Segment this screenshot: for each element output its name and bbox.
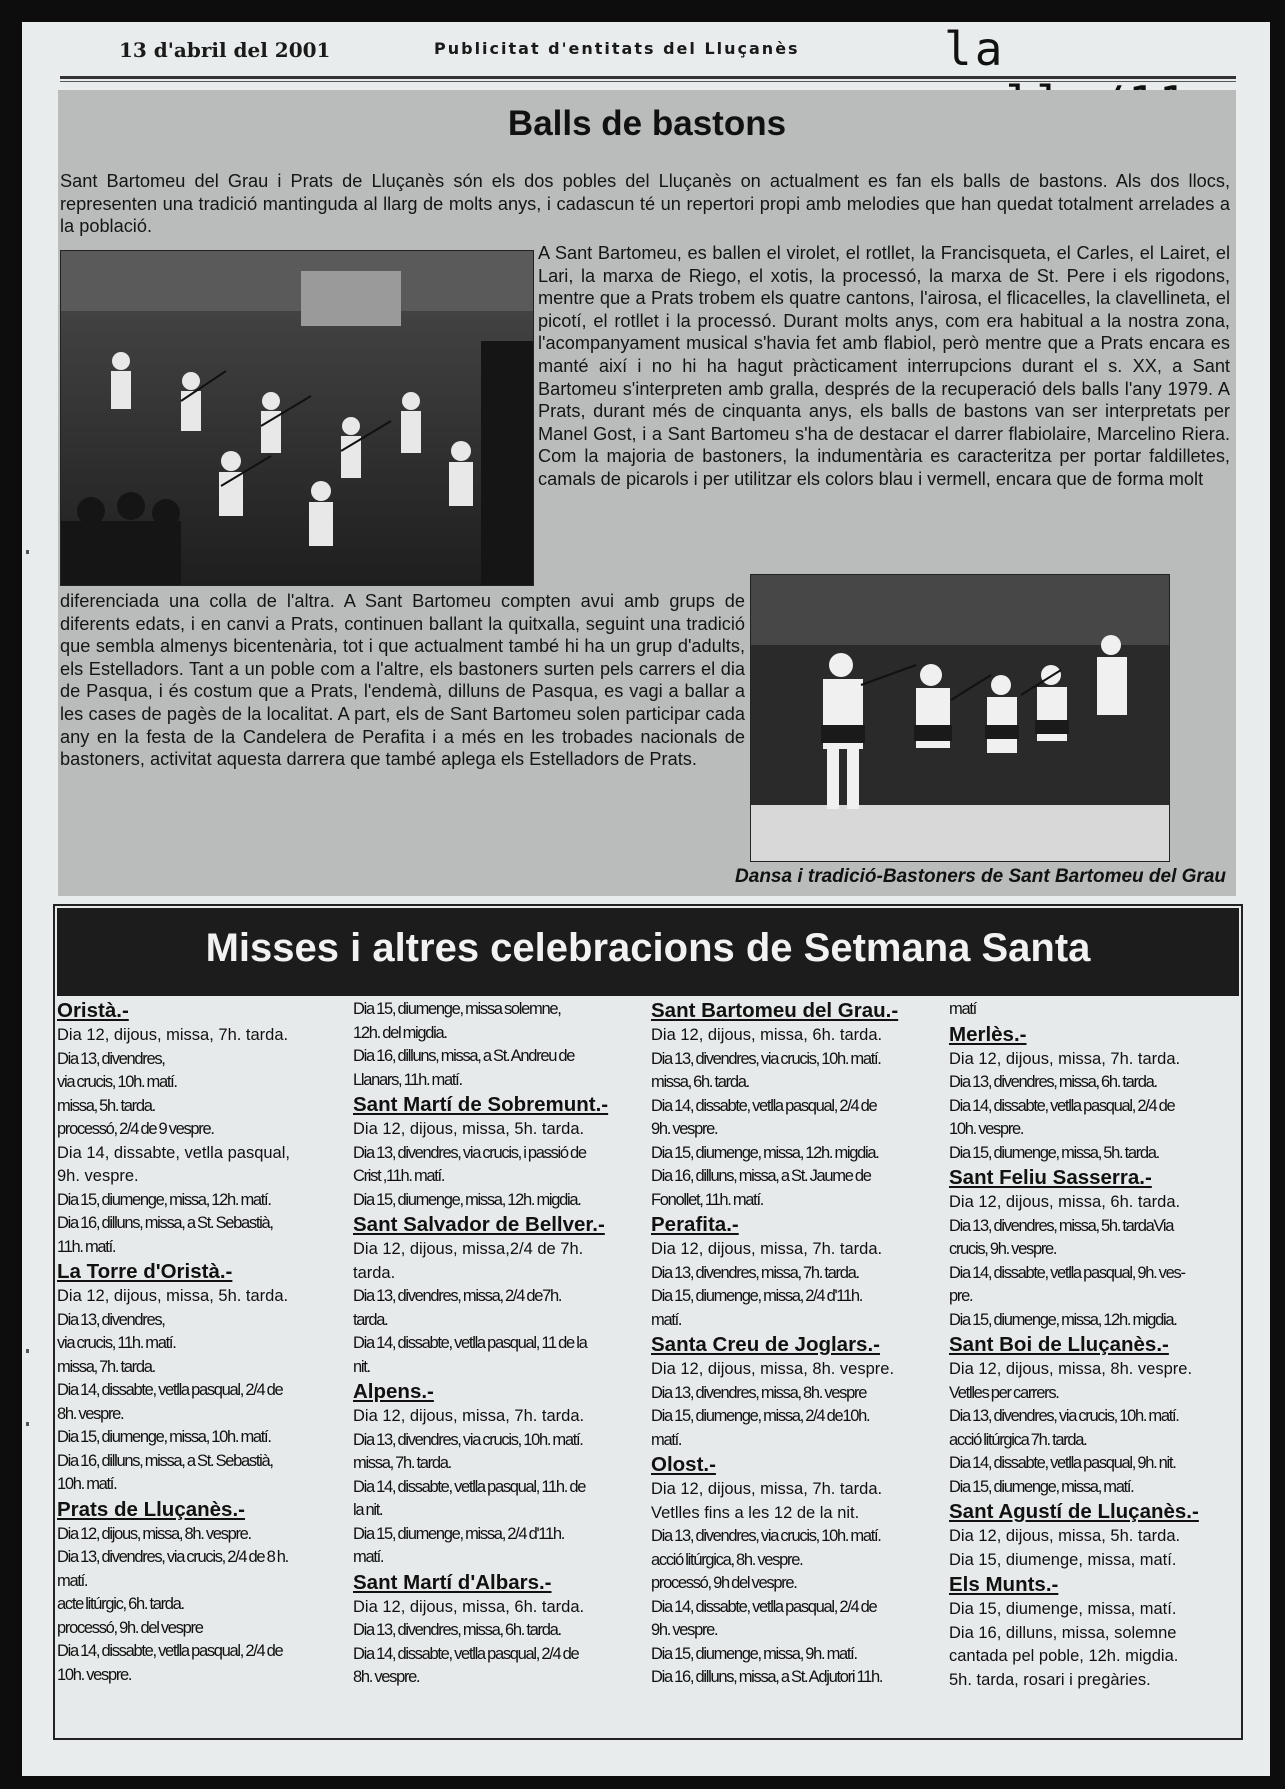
schedule-line: acte litúrgic, 6h. tarda. bbox=[57, 1595, 184, 1613]
schedule-line: Dia 12, dijous, missa,2/4 de 7h. bbox=[353, 1240, 584, 1258]
schedule-line: acció litúrgica 7h. tarda. bbox=[949, 1430, 1087, 1449]
schedule-line: Dia 14, dissabte, vetlla pasqual, 2/4 de bbox=[57, 1642, 283, 1660]
schedule-place-heading: Sant Agustí de Lluçanès.- bbox=[949, 1500, 1199, 1523]
schedule-line: Dia 14, dissabte, vetlla pasqual, 9h. ves- bbox=[949, 1263, 1185, 1282]
schedule-line: processó, 9h del vespre. bbox=[651, 1574, 797, 1592]
masthead: la bbox=[944, 22, 1006, 76]
schedule-line: Dia 12, dijous, missa, 7h. tarda. bbox=[651, 1240, 883, 1258]
schedule-line: Dia 15, diumenge, missa, 5h. tarda. bbox=[949, 1143, 1159, 1162]
schedule-line: 10h. vespre. bbox=[949, 1120, 1024, 1138]
article-column-left: diferenciada una colla de l'altra. A Sant Bartomeu compten avui amb grups de diferents edats, i en canvi a Prats, continuen ballant la quitxalla, seguint una tradició que sembla almenys bicentenària, tot i que actualment també hi ha un grup d'adults, els Estelladors. Tant a un poble com a l'altre, els bastoners surten pels carrers el dia de Pasqua, i és costum que a Prats, l'endemà, dilluns de Pasqua, es vagi a ballar a les cases de pagès de la localitat. A part, els de Sant Bartomeu solen participar cada any en la festa de la Candelera de Perafita i a més en les trobades nacionals de bastoners, activitat aquesta darrera que també aplega els Estelladors de Prats. bbox=[60, 591, 745, 770]
schedule-line: Dia 13, divendres, missa, 6h. tarda. bbox=[949, 1073, 1157, 1091]
schedule-line: Dia 13, divendres, via crucis, i passió de bbox=[353, 1143, 586, 1162]
schedule-line: Dia 14, dissabte, vetlla pasqual, 9h. nit. bbox=[949, 1454, 1176, 1472]
schedule-line: Dia 12, dijous, missa, 8h. vespre. bbox=[651, 1360, 895, 1378]
schedule-column-4 bbox=[949, 998, 1239, 1692]
schedule-line: Dia 14, dissabte, vetlla pasqual, 2/4 de bbox=[57, 1381, 283, 1399]
schedule-place-heading: Sant Martí de Sobremunt.- bbox=[353, 1093, 609, 1116]
schedule-line: crucis, 9h. vespre. bbox=[949, 1240, 1057, 1258]
photo-dancers-street bbox=[60, 250, 534, 586]
scan-mark bbox=[26, 1422, 29, 1426]
schedule-line: Vetlles per carrers. bbox=[949, 1383, 1059, 1402]
schedule-line: Dia 14, dissabte, vetlla pasqual, 2/4 de bbox=[651, 1597, 877, 1616]
schedule-line: Dia 16, dilluns, missa, a St. Sebastià, bbox=[57, 1214, 273, 1232]
schedule-place-heading: Oristà.- bbox=[57, 999, 129, 1022]
schedule-line: Dia 16, dilluns, missa, a St. Jaume de bbox=[651, 1167, 871, 1185]
schedule-place-heading: Sant Martí d'Albars.- bbox=[353, 1570, 552, 1594]
schedule-line: Dia 12, dijous, missa, 6h. tarda. bbox=[651, 1026, 883, 1044]
schedule-line: matí. bbox=[57, 1571, 88, 1590]
schedule-line: pre. bbox=[949, 1287, 973, 1305]
schedule-line: 5h. tarda, rosari i pregàries. bbox=[949, 1670, 1151, 1689]
schedule-line: missa, 6h. tarda. bbox=[651, 1073, 749, 1091]
schedule-line: Dia 12, dijous, missa, 5h. tarda. bbox=[353, 1120, 585, 1138]
schedule-line: Dia 12, dijous, missa, 6h. tarda. bbox=[949, 1193, 1181, 1211]
schedule-place-heading: Merlès.- bbox=[949, 1022, 1027, 1046]
schedule-line: acció litúrgica, 8h. vespre. bbox=[651, 1550, 803, 1569]
schedule-line: missa, 7h. tarda. bbox=[353, 1454, 451, 1472]
article-balls-de-bastons bbox=[58, 90, 1236, 896]
schedule-line: Dia 13, divendres, missa, 6h. tarda. bbox=[353, 1621, 561, 1639]
schedule-line: Dia 16, dilluns, missa, a St. Andreu de bbox=[353, 1047, 575, 1065]
setmana-santa-schedule bbox=[53, 904, 1243, 1740]
schedule-place-heading: La Torre d'Oristà.- bbox=[57, 1260, 233, 1283]
schedule-line: Dia 13, divendres, via crucis, 10h. matí. bbox=[353, 1430, 583, 1449]
schedule-line: Dia 14, dissabte, vetlla pasqual, bbox=[57, 1143, 290, 1162]
schedule-line: Dia 12, dijous, missa, 8h. vespre. bbox=[57, 1524, 251, 1543]
schedule-line: Vetlles fins a les 12 de la nit. bbox=[651, 1503, 860, 1522]
schedule-line: 8h. vespre. bbox=[353, 1668, 420, 1686]
schedule-line: Dia 13, divendres, bbox=[57, 1049, 165, 1068]
article-column-right: A Sant Bartomeu, es ballen el virolet, el rotllet, la Francisqueta, el Carles, el Lairet, el Lari, la marxa de Riego, el xotis, la processó, la marxa de St. Pere i els rigodons, mentre que a Prats trobem els quatre cantons, l'airosa, el flicacelles, la clavellineta, el picotí, el rotllet i la processó. Durant molts anys, com era habitual a la nostra zona, l'acompanyament musical s'havia fet amb flabiol, però mentre que a Prats encara es manté així i no hi ha hagut pràcticament interrupcions durant el s. XX, a Sant Bartomeu s'interpreten amb gralla, després de la recuperació dels balls l'any 1979. A Prats, durant més de cinquanta anys, els balls de bastons van ser interpretats per Manel Gost, i a Sant Bartomeu s'ha de destacar el darrer flabiolaire, Marcelino Riera. Com la majoria de bastoners, la indumentària es caracteritza per portar faldilletes, camals de picarols i per utilitzar els colors blau i vermell, encara que de forma molt bbox=[538, 243, 1230, 489]
schedule-line: Dia 13, divendres, bbox=[57, 1310, 165, 1329]
article-title: Balls de bastons bbox=[507, 104, 787, 143]
schedule-place-heading: Perafita.- bbox=[651, 1213, 739, 1236]
scan-mark bbox=[26, 550, 29, 554]
schedule-place-heading: Alpens.- bbox=[353, 1380, 434, 1403]
schedule-place-heading: Prats de Lluçanès.- bbox=[57, 1497, 245, 1521]
schedule-line: Dia 14, dissabte, vetlla pasqual, 2/4 de bbox=[353, 1644, 579, 1663]
schedule-line: Dia 15, diumenge, missa, 12h. migdia. bbox=[353, 1190, 581, 1209]
schedule-line: Dia 15, diumenge, missa, 12h. migdia. bbox=[949, 1310, 1177, 1329]
schedule-line: Dia 12, dijous, missa, 6h. tarda. bbox=[353, 1597, 585, 1616]
schedule-line: Dia 14, dissabte, vetlla pasqual, 2/4 de bbox=[949, 1096, 1175, 1115]
schedule-line: missa, 7h. tarda. bbox=[57, 1357, 155, 1376]
schedule-line: matí. bbox=[353, 1548, 384, 1566]
schedule-line: Fonollet, 11h. matí. bbox=[651, 1190, 764, 1209]
schedule-line: Dia 16, dilluns, missa, solemne bbox=[949, 1623, 1177, 1642]
schedule-line: Dia 13, divendres, via crucis, 10h. matí. bbox=[651, 1527, 881, 1545]
schedule-place-heading: Sant Salvador de Bellver.- bbox=[353, 1213, 605, 1236]
schedule-line: Dia 15, diumenge, missa, 9h. matí. bbox=[651, 1644, 857, 1663]
schedule-place-heading: Sant Boi de Lluçanès.- bbox=[949, 1333, 1169, 1356]
schedule-place-heading: Santa Creu de Joglars.- bbox=[651, 1333, 880, 1356]
schedule-line: Dia 13, divendres, via crucis, 2/4 de 8 h. bbox=[57, 1548, 288, 1566]
schedule-line: Dia 15, diumenge, missa, matí. bbox=[949, 1600, 1177, 1618]
schedule-line: 9h. vespre. bbox=[651, 1621, 718, 1639]
newspaper-page bbox=[22, 22, 1270, 1776]
schedule-line: 8h. vespre. bbox=[57, 1404, 124, 1423]
schedule-line: via crucis, 10h. matí. bbox=[57, 1073, 177, 1091]
schedule-line: Dia 15, diumenge, missa, 2/4 d'11h. bbox=[651, 1287, 862, 1305]
schedule-line: tarda. bbox=[353, 1310, 388, 1329]
photo-dancers-street-image bbox=[61, 251, 533, 585]
schedule-line: 12h. del migdia. bbox=[353, 1023, 447, 1042]
schedule-line: 9h. vespre. bbox=[651, 1120, 718, 1138]
schedule-line: Dia 15, diumenge, missa, 10h. matí. bbox=[57, 1428, 271, 1446]
schedule-line: Crist ,11h. matí. bbox=[353, 1167, 445, 1185]
schedule-line: Dia 13, divendres, missa, 2/4 de7h. bbox=[353, 1287, 562, 1305]
issue-date: 13 d'abril del 2001 bbox=[119, 38, 331, 62]
schedule-line: Dia 16, dilluns, missa, a St. Adjutori 11h. bbox=[651, 1668, 883, 1686]
schedule-line: matí bbox=[949, 1000, 976, 1018]
schedule-line: Dia 12, dijous, missa, 7h. tarda. bbox=[57, 1026, 289, 1044]
schedule-line: Dia 13, divendres, missa, 7h. tarda. bbox=[651, 1263, 859, 1282]
schedule-line: matí. bbox=[651, 1310, 682, 1329]
schedule-line: Dia 15, diumenge, missa, 12h. matí. bbox=[57, 1190, 271, 1209]
schedule-line: Dia 16, dilluns, missa, a St. Sebastià, bbox=[57, 1451, 273, 1470]
schedule-place-heading: Olost.- bbox=[651, 1453, 716, 1476]
schedule-line: processó, 9h. del vespre bbox=[57, 1618, 203, 1637]
schedule-line: Dia 12, dijous, missa, 5h. tarda. bbox=[57, 1287, 289, 1305]
schedule-column-2 bbox=[353, 998, 643, 1690]
page-header bbox=[22, 22, 1270, 78]
section-label: Publicitat d'entitats del Lluçanès bbox=[434, 39, 800, 58]
header-rule-thin bbox=[60, 81, 1236, 82]
schedule-line: Dia 13, divendres, missa, 8h. vespre bbox=[651, 1383, 867, 1402]
schedule-line: Dia 12, dijous, missa, 8h. vespre. bbox=[949, 1360, 1193, 1378]
scan-mark bbox=[26, 1349, 29, 1353]
schedule-line: Dia 15, diumenge, missa, 12h. migdia. bbox=[651, 1143, 879, 1162]
schedule-line: cantada pel poble, 12h. migdia. bbox=[949, 1647, 1179, 1665]
schedule-column-3 bbox=[651, 998, 941, 1690]
schedule-line: Dia 15, diumenge, missa, 2/4 de10h. bbox=[651, 1407, 870, 1425]
schedule-line: 10h. matí. bbox=[57, 1475, 117, 1493]
header-rule bbox=[60, 76, 1236, 79]
schedule-line: 10h. vespre. bbox=[57, 1665, 132, 1684]
schedule-line: 11h. matí. bbox=[57, 1237, 116, 1256]
schedule-line: 9h. vespre. bbox=[57, 1167, 139, 1185]
schedule-line: matí. bbox=[651, 1430, 682, 1449]
photo-children-dancers bbox=[750, 574, 1170, 862]
schedule-line: Dia 15, diumenge, missa, 2/4 d'11h. bbox=[353, 1524, 564, 1543]
schedule-line: Dia 12, dijous, missa, 7h. tarda. bbox=[353, 1407, 585, 1425]
schedule-line: Dia 13, divendres, missa, 5h. tardaVia bbox=[949, 1216, 1174, 1235]
schedule-place-heading: Sant Feliu Sasserra.- bbox=[949, 1166, 1152, 1189]
article-intro: Sant Bartomeu del Grau i Prats de Lluçanès són els dos pobles del Lluçanès on actualment es fan els balls de bastons. Als dos llocs, representen una tradició mantinguda al llarg de molts anys, i cadascun té un repertori propi amb melodies que han quedat totalment arrelades a la població. bbox=[60, 171, 1230, 237]
schedule-line: Dia 12, dijous, missa, 5h. tarda. bbox=[949, 1527, 1181, 1545]
schedule-line: Dia 14, dissabte, vetlla pasqual, 2/4 de bbox=[651, 1096, 877, 1115]
schedule-title: Misses i altres celebracions de Setmana Santa bbox=[205, 926, 1091, 970]
schedule-line: Dia 12, dijous, missa, 7h. tarda. bbox=[651, 1480, 883, 1498]
schedule-line: nit. bbox=[353, 1357, 370, 1376]
schedule-banner bbox=[57, 908, 1239, 996]
schedule-line: tarda. bbox=[353, 1263, 396, 1282]
schedule-place-heading: Els Munts.- bbox=[949, 1573, 1059, 1596]
photo-children-dancers-image bbox=[751, 575, 1169, 861]
schedule-line: Llanars, 11h. matí. bbox=[353, 1070, 462, 1089]
schedule-line: la nit. bbox=[353, 1501, 383, 1519]
schedule-line: Dia 12, dijous, missa, 7h. tarda. bbox=[949, 1049, 1181, 1068]
schedule-line: Dia 15, diumenge, missa, matí. bbox=[949, 1550, 1177, 1569]
schedule-line: via crucis, 11h. matí. bbox=[57, 1334, 176, 1352]
schedule-line: Dia 15, diumenge, missa solemne, bbox=[353, 1000, 561, 1018]
schedule-column-1 bbox=[57, 998, 347, 1687]
schedule-line: Dia 14, dissabte, vetlla pasqual, 11 de la bbox=[353, 1334, 587, 1352]
schedule-line: Dia 13, divendres, via crucis, 10h. matí. bbox=[949, 1407, 1179, 1425]
photo-caption: Dansa i tradició-Bastoners de Sant Bartomeu del Grau bbox=[735, 866, 1226, 887]
schedule-line: missa, 5h. tarda. bbox=[57, 1096, 155, 1115]
schedule-line: Dia 13, divendres, via crucis, 10h. matí. bbox=[651, 1049, 881, 1068]
schedule-place-heading: Sant Bartomeu del Grau.- bbox=[651, 999, 899, 1022]
schedule-line: Dia 14, dissabte, vetlla pasqual, 11h. de bbox=[353, 1477, 586, 1496]
schedule-line: Dia 15, diumenge, missa, matí. bbox=[949, 1477, 1134, 1496]
schedule-line: processó, 2/4 de 9 vespre. bbox=[57, 1120, 214, 1138]
